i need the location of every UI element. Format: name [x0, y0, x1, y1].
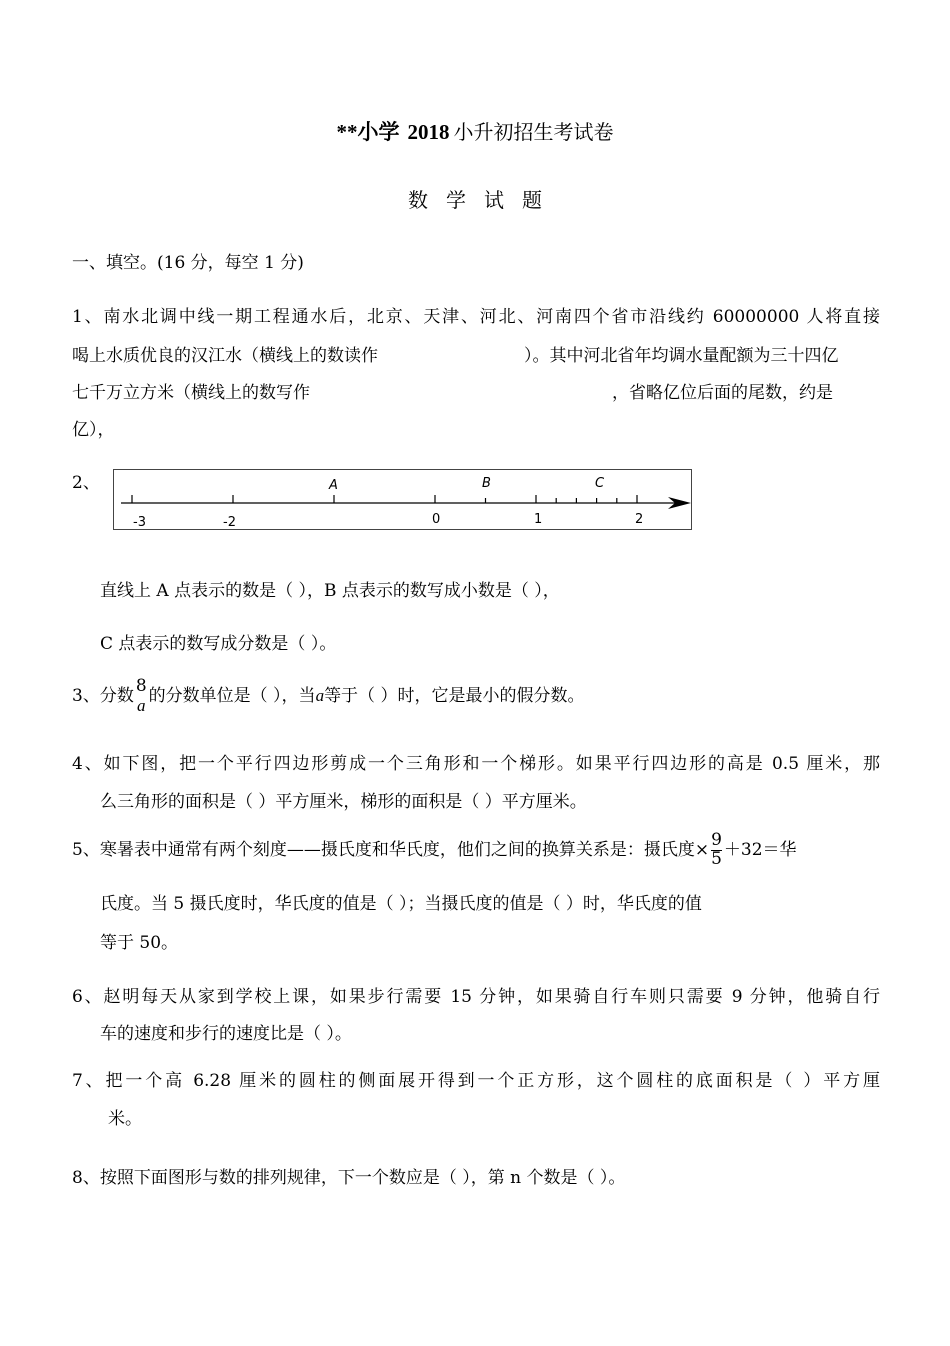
q3-line: 3、分数 8 a 的分数单位是（ ），当a等于（ ）时，它是最小的假分数。 — [72, 676, 585, 715]
q4-line2: 么三角形的面积是（ ）平方厘米，梯形的面积是（ ）平方厘米。 — [100, 792, 587, 812]
q3-fraction: 8 a — [135, 676, 147, 715]
tick-label-2: 2 — [635, 512, 644, 527]
q1-line3a: 七千万立方米（横线上的数写作 — [72, 383, 310, 403]
q5-fraction: $\frac{9}{5}$ — [711, 830, 722, 869]
q1-line4: 亿）， — [72, 420, 115, 440]
q1-line2a: 喝上水质优良的汉江水（横线上的数读作 — [72, 346, 378, 366]
q1-line1: 1、南水北调中线一期工程通水后，北京、天津、河北、河南四个省市沿线约 60000000 人将直接 — [72, 307, 880, 327]
q2-line2: C 点表示的数写成分数是（ ）。 — [100, 634, 337, 654]
q2-line1: 直线上 A 点表示的数是（ ），B 点表示的数写成小数是（ ）， — [100, 581, 560, 601]
number-line-frame — [114, 470, 692, 530]
exam-title-suffix: 小升初招生考试卷 — [453, 120, 614, 144]
point-label-c: C — [595, 476, 605, 491]
point-label-b: B — [482, 476, 491, 491]
q7-line2: 米。 — [108, 1109, 142, 1129]
q8-line1: 8、按照下面图形与数的排列规律，下一个数应是（ ），第 n 个数是（ ）。 — [72, 1168, 626, 1188]
exam-subtitle: 数学试题 — [408, 188, 560, 212]
q5-line1: 5、寒暑表中通常有两个刻度——摄氏度和华氏度，他们之间的换算关系是：摄氏度× $\frac{9}{5}$ ＋32＝华 — [72, 830, 797, 869]
number-line-figure — [113, 469, 693, 531]
section-heading: 一、填空。(16 分，每空 1 分) — [72, 253, 304, 273]
point-label-a: A — [329, 478, 338, 493]
tick-label-neg2: -2 — [223, 515, 236, 530]
q6-line2: 车的速度和步行的速度比是（ ）。 — [100, 1024, 352, 1044]
tick-label-1: 1 — [534, 512, 543, 527]
exam-title: **小学 2018 小升初招生考试卷 — [336, 120, 614, 144]
q1-line3b: ，省略亿位后面的尾数，约是 — [612, 383, 833, 403]
tick-label-neg3: -3 — [133, 515, 146, 530]
q5-line2: 氏度。当 5 摄氏度时，华氏度的值是（ ）；当摄氏度的值是（ ）时，华氏度的值 — [100, 894, 702, 914]
q6-line1: 6、赵明每天从家到学校上课，如果步行需要 15 分钟，如果骑自行车则只需要 9 分钟，他骑自行 — [72, 987, 880, 1007]
exam-year: 2018 — [407, 120, 450, 144]
q2-label: 2、 — [72, 473, 100, 493]
q4-line1: 4、如下图，把一个平行四边形剪成一个三角形和一个梯形。如果平行四边形的高是 0.5 厘米，那 — [72, 754, 880, 774]
tick-label-0: 0 — [432, 512, 441, 527]
q7-line1: 7、把一个高 6.28 厘米的圆柱的侧面展开得到一个正方形，这个圆柱的底面积是（ ）平方厘 — [72, 1071, 880, 1091]
q1-line2b: ）。其中河北省年均调水量配额为三十四亿 — [524, 346, 839, 366]
q5-line3: 等于 50。 — [100, 933, 179, 953]
